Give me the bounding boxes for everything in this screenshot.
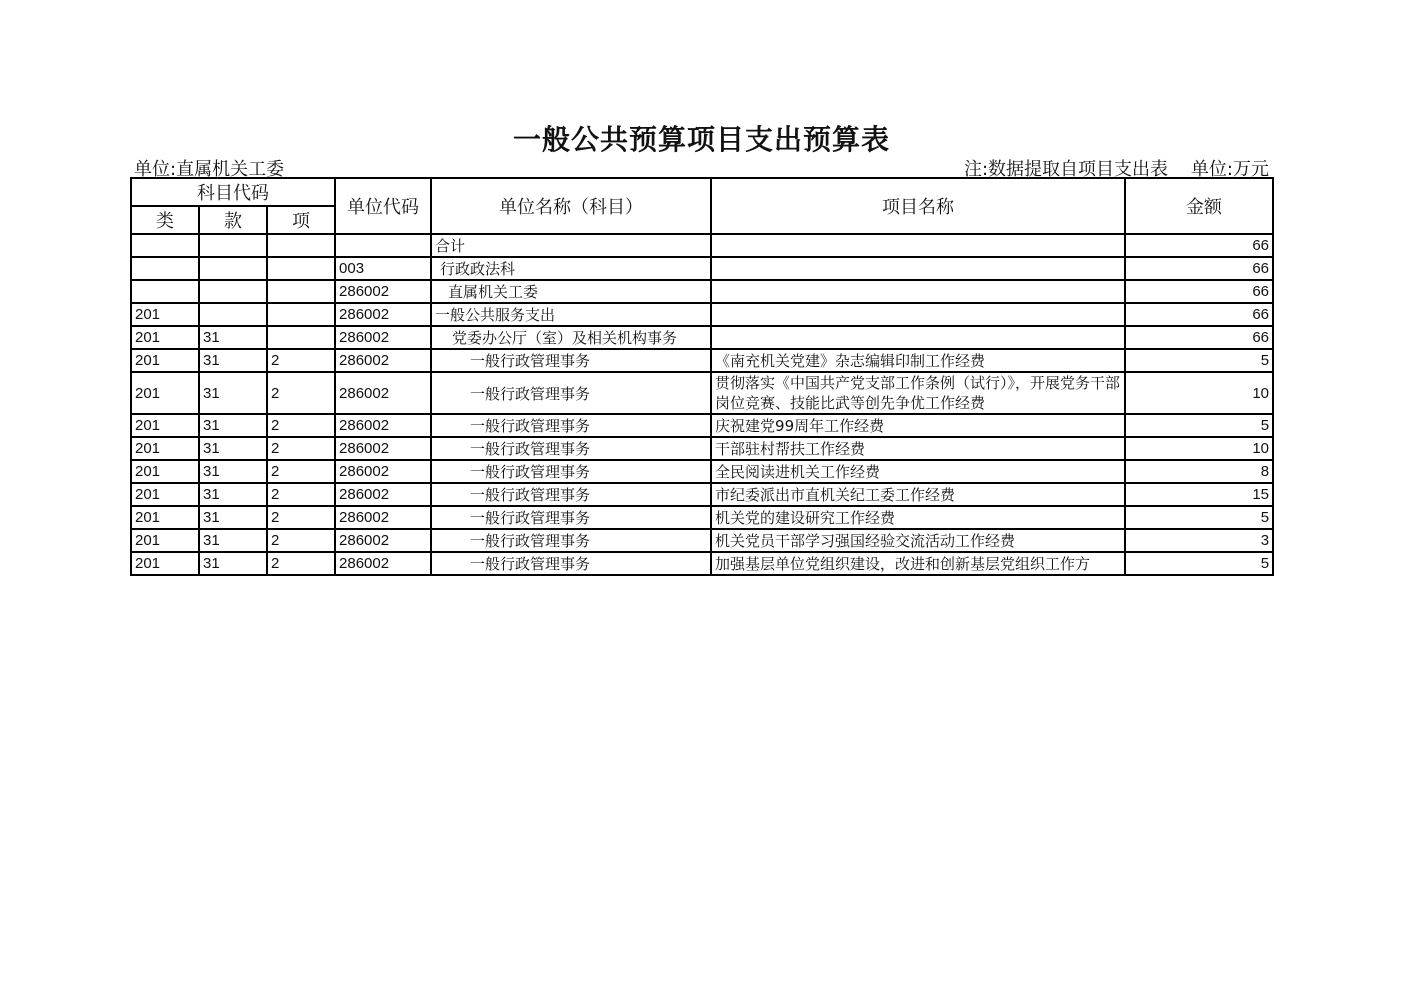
cell-unit-name: 党委办公厅（室）及相关机构事务 <box>431 326 711 349</box>
cell-kuan <box>199 234 267 257</box>
cell-unit-code: 286002 <box>335 437 431 460</box>
cell-xiang: 2 <box>267 506 335 529</box>
header-amount: 金额 <box>1125 178 1273 234</box>
table-row <box>131 552 1273 575</box>
cell-project <box>711 257 1125 280</box>
header-lei: 类 <box>131 206 199 234</box>
header-kuan: 款 <box>199 206 267 234</box>
cell-xiang: 2 <box>267 529 335 552</box>
cell-unit-code: 286002 <box>335 349 431 372</box>
cell-unit-name: 一般行政管理事务 <box>431 349 711 372</box>
budget-table <box>130 177 1274 576</box>
cell-kuan: 31 <box>199 460 267 483</box>
cell-project <box>711 303 1125 326</box>
cell-unit-code: 003 <box>335 257 431 280</box>
cell-lei: 201 <box>131 483 199 506</box>
cell-lei: 201 <box>131 437 199 460</box>
table-row <box>131 349 1273 372</box>
cell-kuan: 31 <box>199 437 267 460</box>
cell-kuan <box>199 280 267 303</box>
cell-amount: 66 <box>1125 257 1273 280</box>
cell-project <box>711 234 1125 257</box>
cell-unit-name: 一般行政管理事务 <box>431 414 711 437</box>
cell-unit-name: 一般行政管理事务 <box>431 460 711 483</box>
table-row <box>131 483 1273 506</box>
table-row <box>131 303 1273 326</box>
cell-kuan: 31 <box>199 552 267 575</box>
table-row <box>131 529 1273 552</box>
cell-lei: 201 <box>131 506 199 529</box>
cell-kuan <box>199 303 267 326</box>
header-project-name: 项目名称 <box>711 178 1125 234</box>
cell-amount: 5 <box>1125 414 1273 437</box>
cell-xiang: 2 <box>267 349 335 372</box>
cell-lei: 201 <box>131 552 199 575</box>
cell-unit-code: 286002 <box>335 529 431 552</box>
cell-xiang <box>267 257 335 280</box>
page-title: 一般公共预算项目支出预算表 <box>512 123 890 156</box>
cell-unit-code: 286002 <box>335 303 431 326</box>
cell-lei: 201 <box>131 349 199 372</box>
cell-kuan: 31 <box>199 372 267 414</box>
cell-project: 机关党员干部学习强国经验交流活动工作经费 <box>711 529 1125 552</box>
cell-unit-name: 一般公共服务支出 <box>431 303 711 326</box>
cell-amount: 5 <box>1125 506 1273 529</box>
cell-xiang: 2 <box>267 483 335 506</box>
cell-unit-name: 行政政法科 <box>431 257 711 280</box>
cell-xiang: 2 <box>267 414 335 437</box>
cell-lei <box>131 257 199 280</box>
cell-xiang <box>267 303 335 326</box>
cell-amount: 66 <box>1125 326 1273 349</box>
cell-project: 加强基层单位党组织建设，改进和创新基层党组织工作方 <box>711 552 1125 575</box>
cell-unit-name: 直属机关工委 <box>431 280 711 303</box>
cell-unit-name: 一般行政管理事务 <box>431 506 711 529</box>
unit-label: 单位:直属机关工委 <box>134 159 285 180</box>
cell-amount: 66 <box>1125 280 1273 303</box>
header-xiang: 项 <box>267 206 335 234</box>
header-subject-code: 科目代码 <box>131 178 335 206</box>
cell-unit-name: 一般行政管理事务 <box>431 483 711 506</box>
cell-unit-code: 286002 <box>335 460 431 483</box>
cell-lei: 201 <box>131 303 199 326</box>
cell-lei <box>131 234 199 257</box>
cell-kuan: 31 <box>199 529 267 552</box>
cell-amount: 15 <box>1125 483 1273 506</box>
cell-kuan: 31 <box>199 483 267 506</box>
cell-unit-name: 一般行政管理事务 <box>431 372 711 414</box>
table-row <box>131 280 1273 303</box>
cell-kuan: 31 <box>199 414 267 437</box>
cell-kuan <box>199 257 267 280</box>
cell-unit-name: 一般行政管理事务 <box>431 529 711 552</box>
cell-project: 干部驻村帮扶工作经费 <box>711 437 1125 460</box>
cell-project: 市纪委派出市直机关纪工委工作经费 <box>711 483 1125 506</box>
header-unit-code: 单位代码 <box>335 178 431 234</box>
cell-xiang <box>267 280 335 303</box>
cell-unit-code: 286002 <box>335 552 431 575</box>
cell-kuan: 31 <box>199 506 267 529</box>
cell-kuan: 31 <box>199 326 267 349</box>
cell-unit-name: 一般行政管理事务 <box>431 437 711 460</box>
cell-unit-code: 286002 <box>335 372 431 414</box>
cell-amount: 5 <box>1125 349 1273 372</box>
cell-unit-code: 286002 <box>335 506 431 529</box>
header-unit-name: 单位名称（科目） <box>431 178 711 234</box>
cell-amount: 66 <box>1125 234 1273 257</box>
cell-project <box>711 326 1125 349</box>
table-row <box>131 460 1273 483</box>
cell-project: 庆祝建党99周年工作经费 <box>711 414 1125 437</box>
cell-lei: 201 <box>131 529 199 552</box>
cell-xiang <box>267 326 335 349</box>
table-row <box>131 506 1273 529</box>
cell-xiang <box>267 234 335 257</box>
table-row <box>131 326 1273 349</box>
cell-xiang: 2 <box>267 460 335 483</box>
cell-xiang: 2 <box>267 552 335 575</box>
cell-unit-code: 286002 <box>335 483 431 506</box>
cell-project: 《南充机关党建》杂志编辑印制工作经费 <box>711 349 1125 372</box>
cell-unit-code <box>335 234 431 257</box>
note-unit-label: 注:数据提取自项目支出表 单位:万元 <box>963 159 1269 180</box>
cell-amount: 10 <box>1125 437 1273 460</box>
cell-lei <box>131 280 199 303</box>
cell-kuan: 31 <box>199 349 267 372</box>
cell-unit-name: 合计 <box>431 234 711 257</box>
table-row <box>131 437 1273 460</box>
cell-lei: 201 <box>131 326 199 349</box>
cell-lei: 201 <box>131 460 199 483</box>
table-row <box>131 234 1273 257</box>
cell-amount: 3 <box>1125 529 1273 552</box>
table-row <box>131 372 1273 414</box>
cell-unit-code: 286002 <box>335 414 431 437</box>
cell-amount: 66 <box>1125 303 1273 326</box>
cell-unit-code: 286002 <box>335 280 431 303</box>
cell-project: 全民阅读进机关工作经费 <box>711 460 1125 483</box>
cell-project: 机关党的建设研究工作经费 <box>711 506 1125 529</box>
cell-lei: 201 <box>131 372 199 414</box>
cell-amount: 5 <box>1125 552 1273 575</box>
cell-project: 贯彻落实《中国共产党支部工作条例（试行）》，开展党务干部岗位竞赛、技能比武等创先争优工作经费 <box>711 372 1125 414</box>
table-row <box>131 257 1273 280</box>
cell-lei: 201 <box>131 414 199 437</box>
cell-xiang: 2 <box>267 437 335 460</box>
cell-project <box>711 280 1125 303</box>
cell-xiang: 2 <box>267 372 335 414</box>
cell-unit-code: 286002 <box>335 326 431 349</box>
cell-amount: 10 <box>1125 372 1273 414</box>
table-row <box>131 414 1273 437</box>
cell-amount: 8 <box>1125 460 1273 483</box>
cell-unit-name: 一般行政管理事务 <box>431 552 711 575</box>
